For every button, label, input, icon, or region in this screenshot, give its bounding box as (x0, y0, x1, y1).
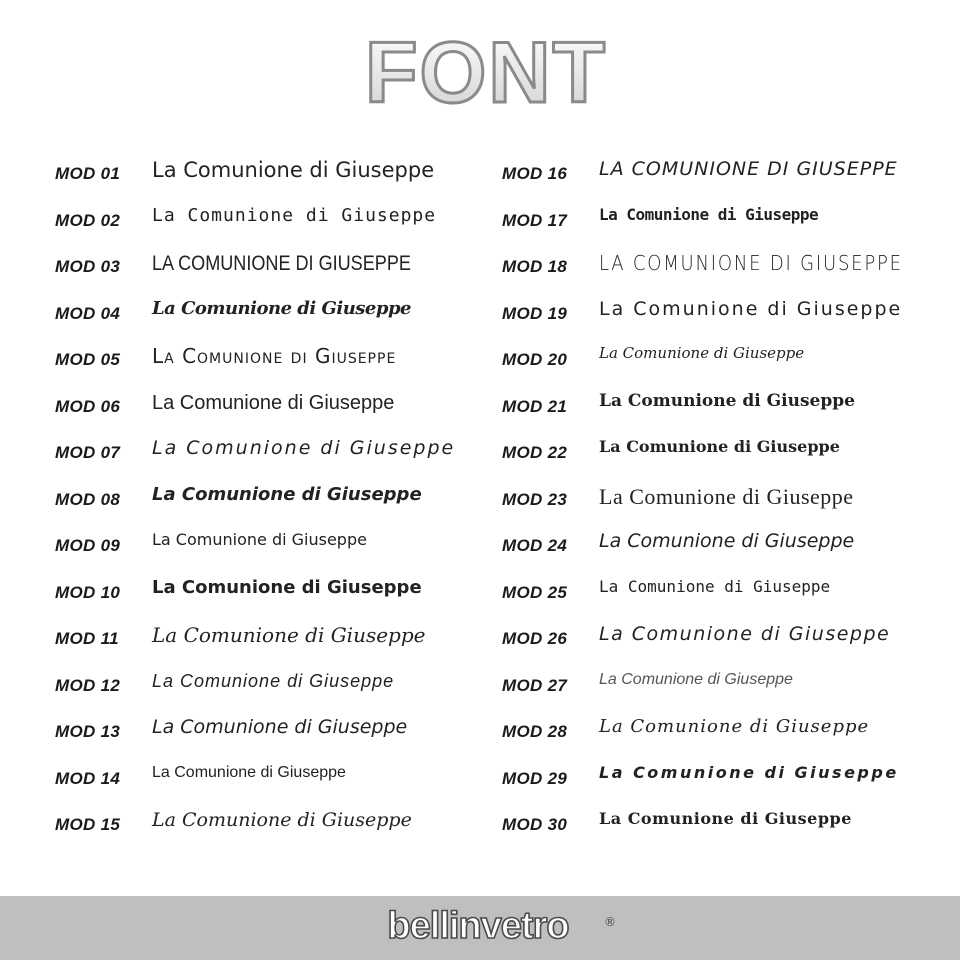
mod-label: MOD 28 (502, 722, 568, 741)
mod-label: MOD 21 (502, 396, 568, 416)
font-sample: La Comunione di Giuseppe (599, 576, 831, 596)
font-sample: La Comunione di Giuseppe (152, 670, 395, 691)
font-row[interactable] (55, 199, 495, 246)
font-sample: La Comunione di Giuseppe (152, 344, 397, 368)
mod-label: MOD 22 (502, 443, 568, 462)
font-row[interactable] (502, 385, 942, 432)
font-row[interactable] (55, 431, 495, 478)
registered-mark: ® (604, 915, 616, 929)
font-row[interactable] (502, 571, 942, 618)
font-sample: La Comunione di Giuseppe (152, 204, 437, 226)
brand-name: bellinvetro (387, 905, 569, 947)
footer-bar (0, 896, 960, 960)
font-sample: La Comunione di Giuseppe (152, 576, 422, 598)
font-row[interactable] (55, 524, 495, 571)
mod-label: MOD 01 (55, 164, 121, 183)
mod-label: MOD 16 (502, 164, 568, 183)
font-row[interactable] (55, 710, 495, 757)
font-sample: La Comunione di Giuseppe (152, 437, 456, 459)
font-sample: La Comunione di Giuseppe (152, 763, 346, 781)
font-row[interactable] (55, 152, 495, 199)
mod-label: MOD 08 (55, 489, 121, 509)
mod-label: MOD 15 (55, 815, 121, 834)
font-sample: La Comunione di Giuseppe (599, 623, 891, 645)
mod-label: MOD 17 (502, 210, 568, 230)
mod-label: MOD 07 (55, 443, 121, 462)
font-sample: LA COMUNIONE DI GIUSEPPE (152, 252, 411, 275)
font-row[interactable] (55, 338, 495, 385)
font-sample: La Comunione di Giuseppe (599, 809, 852, 828)
font-sample: La Comunione di Giuseppe (152, 623, 426, 647)
font-sample: La Comunione di Giuseppe (152, 483, 422, 505)
font-row[interactable] (55, 664, 495, 711)
font-sample: La Comunione di Giuseppe (599, 530, 855, 552)
font-row[interactable] (55, 757, 495, 804)
mod-label: MOD 14 (55, 768, 121, 788)
font-sample: LA COMUNIONE DI GIUSEPPE (599, 251, 903, 275)
mod-label: MOD 29 (502, 768, 568, 788)
font-row[interactable] (502, 524, 942, 571)
font-row[interactable] (502, 664, 942, 711)
font-sample: La Comunione di Giuseppe (599, 437, 840, 456)
font-row[interactable] (502, 478, 942, 525)
font-row[interactable] (502, 152, 942, 199)
mod-label: MOD 24 (502, 536, 568, 555)
mod-label: MOD 10 (55, 582, 121, 602)
font-sample: La Comunione di Giuseppe (599, 483, 854, 509)
font-sample: La Comunione di Giuseppe (599, 762, 899, 782)
font-sample: La Comunione di Giuseppe (599, 390, 855, 411)
font-row[interactable] (55, 478, 495, 525)
font-row[interactable] (502, 617, 942, 664)
font-sample: La Comunione di Giuseppe (599, 670, 793, 688)
mod-label: MOD 04 (55, 303, 121, 323)
font-row[interactable] (502, 292, 942, 339)
font-row[interactable] (502, 757, 942, 804)
font-sample: LA COMUNIONE DI GIUSEPPE (599, 158, 898, 180)
font-row[interactable] (55, 803, 495, 850)
font-row[interactable] (502, 431, 942, 478)
font-sample: La Comunione di Giuseppe (152, 158, 435, 182)
font-sample: La Comunione di Giuseppe (599, 716, 870, 737)
font-row[interactable] (502, 803, 942, 850)
font-sample: La Comunione di Giuseppe (152, 530, 367, 549)
mod-label: MOD 09 (55, 536, 121, 555)
mod-label: MOD 23 (502, 489, 568, 509)
mod-label: MOD 26 (502, 629, 568, 648)
mod-label: MOD 20 (502, 350, 568, 369)
mod-label: MOD 03 (55, 257, 121, 276)
font-row[interactable] (502, 710, 942, 757)
font-sample: La Comunione di Giuseppe (152, 297, 411, 319)
mod-label: MOD 18 (502, 257, 568, 276)
mod-label: MOD 30 (502, 815, 568, 834)
page-title-graphic (0, 18, 960, 118)
font-row[interactable] (55, 385, 495, 432)
mod-label: MOD 25 (502, 582, 568, 602)
font-row[interactable] (55, 245, 495, 292)
font-list-left (55, 152, 495, 850)
mod-label: MOD 05 (55, 350, 121, 369)
font-sample: La Comunione di Giuseppe (599, 297, 903, 320)
mod-label: MOD 19 (502, 303, 568, 323)
page-title: FONT (364, 25, 608, 118)
font-row[interactable] (502, 338, 942, 385)
font-sample: La Comunione di Giuseppe (152, 391, 395, 414)
font-list-right (502, 152, 942, 850)
font-row[interactable] (502, 199, 942, 246)
mod-label: MOD 13 (55, 722, 121, 741)
mod-label: MOD 11 (55, 629, 119, 648)
mod-label: MOD 06 (55, 396, 121, 416)
mod-label: MOD 12 (55, 675, 121, 695)
font-row[interactable] (502, 245, 942, 292)
font-sample: La Comunione di Giuseppe (152, 716, 408, 738)
font-row[interactable] (55, 617, 495, 664)
font-sample: La Comunione di Giuseppe (152, 809, 412, 831)
mod-label: MOD 02 (55, 210, 121, 230)
page-title-block (0, 18, 960, 118)
brand-logo (0, 896, 960, 960)
font-sample: La Comunione di Giuseppe (599, 204, 819, 224)
font-row[interactable] (55, 571, 495, 618)
font-row[interactable] (55, 292, 495, 339)
mod-label: MOD 27 (502, 675, 568, 695)
font-sample: La Comunione di Giuseppe (599, 344, 805, 362)
